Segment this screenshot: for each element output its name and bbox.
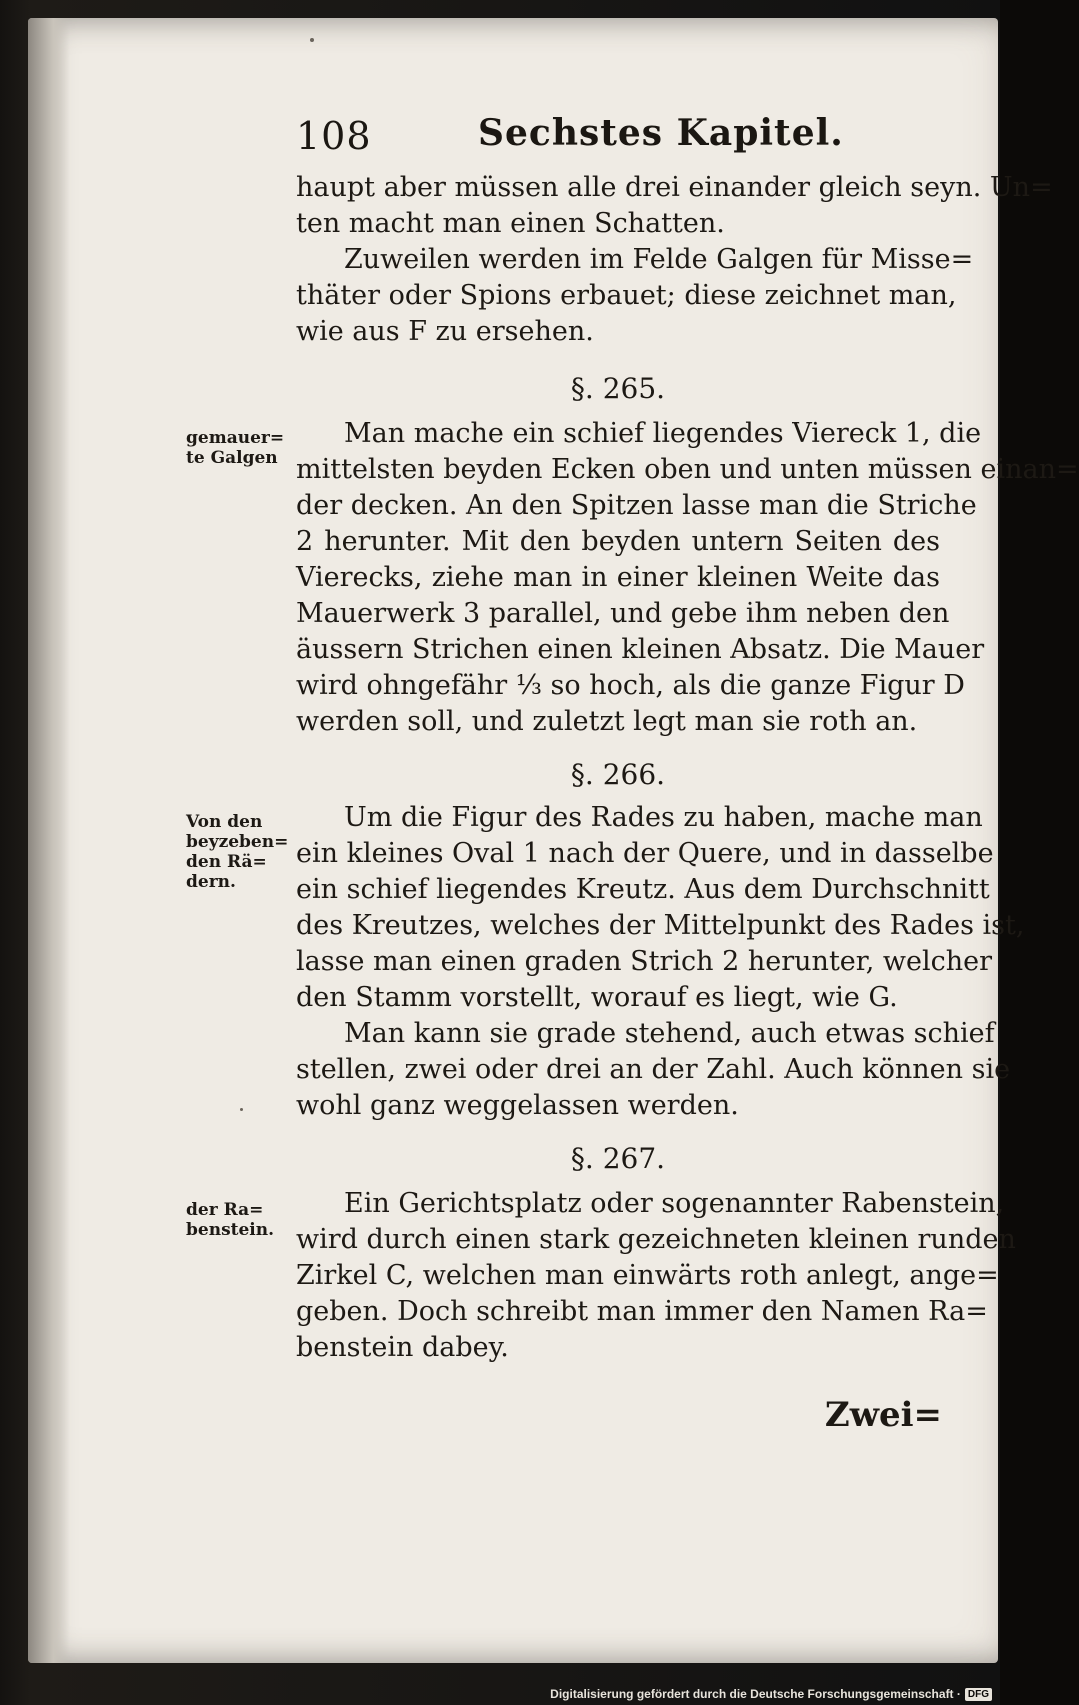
- text-line: ten macht man einen Schatten.: [296, 208, 725, 239]
- section-267-paragraph: [296, 1186, 1016, 1366]
- section-heading-265: §. 265.: [570, 372, 666, 405]
- section-266-paragraph: [296, 800, 1025, 1124]
- text-line: thäter oder Spions erbauet; diese zeichnet man,: [296, 280, 957, 311]
- text-line: Mauerwerk 3 parallel, und gebe ihm neben den: [296, 598, 950, 629]
- margin-note-line: der Ra=: [186, 1200, 264, 1220]
- text-line: haupt aber müssen alle drei einander gleich seyn. Un=: [296, 172, 1053, 203]
- margin-note-line: gemauer=: [186, 428, 285, 448]
- page-header: [0, 108, 1000, 158]
- text-line: werden soll, und zuletzt legt man sie roth an.: [296, 706, 918, 737]
- text-line: Man kann sie grade stehend, auch etwas schief: [344, 1018, 995, 1049]
- text-line: mittelsten beyden Ecken oben und unten müssen einan=: [296, 454, 1079, 485]
- text-line: Um die Figur des Rades zu haben, mache man: [344, 802, 983, 833]
- footer-credit-text: Digitalisierung gefördert durch die Deutsche Forschungsgemeinschaft ·: [550, 1687, 961, 1701]
- text-line: des Kreutzes, welches der Mittelpunkt des Rades ist,: [296, 910, 1025, 941]
- text-line: stellen, zwei oder drei an der Zahl. Auch können sie: [296, 1054, 1011, 1085]
- digitization-footer: [550, 1687, 992, 1701]
- text-line: wird ohngefähr ⅓ so hoch, als die ganze Figur D: [296, 670, 965, 701]
- margin-note-line: dern.: [186, 872, 236, 892]
- text-line: geben. Doch schreibt man immer den Namen Ra=: [296, 1296, 988, 1327]
- margin-note-line: te Galgen: [186, 448, 278, 468]
- text-line: Ein Gerichtsplatz oder sogenannter Rabenstein,: [344, 1188, 1005, 1219]
- margin-note-267: [186, 1200, 290, 1240]
- section-heading-267: §. 267.: [570, 1142, 666, 1175]
- text-line: wird durch einen stark gezeichneten kleinen runden: [296, 1224, 1016, 1255]
- text-line: wohl ganz weggelassen werden.: [296, 1090, 739, 1121]
- text-line: wie aus F zu ersehen.: [296, 316, 594, 347]
- paper-speck: [310, 38, 314, 42]
- text-line: Zirkel C, welchen man einwärts roth anlegt, ange=: [296, 1260, 999, 1291]
- margin-note-line: Von den: [186, 812, 263, 832]
- text-line: 2 herunter. Mit den beyden untern Seiten des: [296, 526, 940, 557]
- text-line: Zuweilen werden im Felde Galgen für Misse=: [344, 244, 974, 275]
- section-265-paragraph: [296, 416, 1079, 740]
- text-line: lasse man einen graden Strich 2 herunter, welcher: [296, 946, 993, 977]
- text-line: Man mache ein schief liegendes Viereck 1, die: [344, 418, 982, 449]
- running-title: Sechstes Kapitel.: [478, 112, 844, 154]
- margin-note-line: den Rä=: [186, 852, 267, 872]
- margin-note-266: [186, 812, 290, 892]
- text-line: den Stamm vorstellt, worauf es liegt, wie G.: [296, 982, 898, 1013]
- margin-note-line: beyzeben=: [186, 832, 289, 852]
- text-line: ein schief liegendes Kreutz. Aus dem Durchschnitt: [296, 874, 990, 905]
- section-heading-266: §. 266.: [570, 758, 666, 791]
- catchword: Zwei=: [824, 1395, 942, 1435]
- dfg-logo-icon: DFG: [965, 1688, 992, 1701]
- text-line: Vierecks, ziehe man in einer kleinen Weite das: [296, 562, 940, 593]
- margin-note-265: [186, 428, 290, 468]
- text-line: benstein dabey.: [296, 1332, 509, 1363]
- intro-paragraph: [296, 170, 1053, 350]
- text-line: der decken. An den Spitzen lasse man die Striche: [296, 490, 977, 521]
- page-gutter-shadow: [28, 18, 70, 1663]
- page-number: 108: [296, 114, 372, 158]
- text-line: ein kleines Oval 1 nach der Quere, und in dasselbe: [296, 838, 994, 869]
- margin-note-line: benstein.: [186, 1220, 275, 1240]
- text-line: äussern Strichen einen kleinen Absatz. Die Mauer: [296, 634, 985, 665]
- paper-speck: [240, 1108, 243, 1111]
